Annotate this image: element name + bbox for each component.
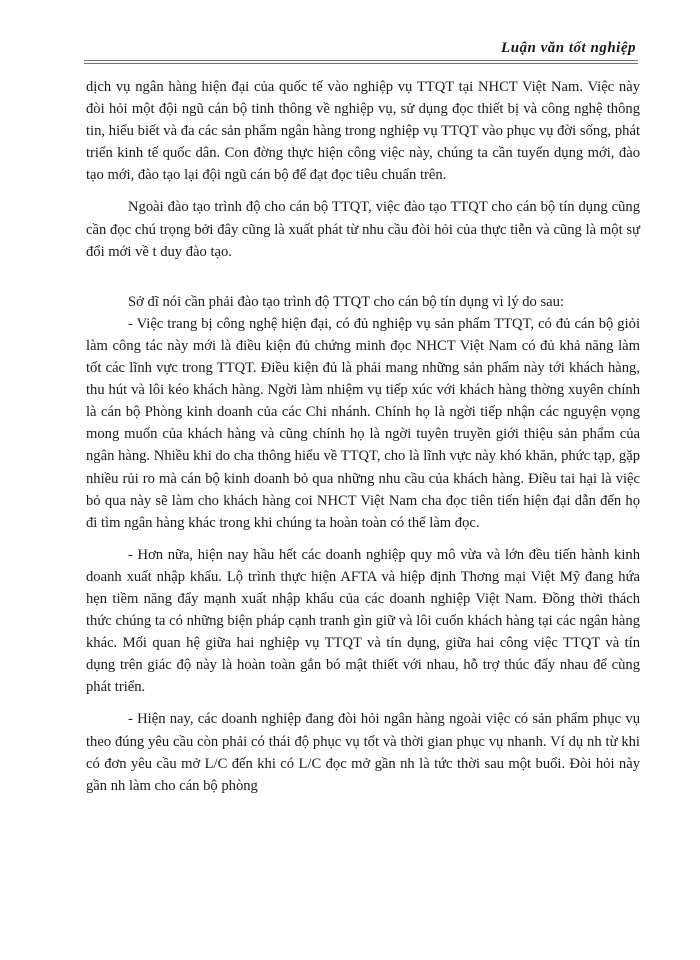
paragraph-training-credit-staff: Ngoài đào tạo trình độ cho cán bộ TTQT, việc đào tạo TTQT cho cán bộ tín dụng cũng cần đọc chú trọng bởi đây cũng là xuất phát từ nhu cầu đòi hỏi của thực tiễn và cũng là một sự đổi mới về t duy đào tạo. <box>86 199 640 260</box>
page-header <box>84 38 638 64</box>
paragraph-reason-technology: - Việc trang bị công nghệ hiện đại, có đủ nghiệp vụ sản phẩm TTQT, có đủ cán bộ giỏi làm công tác này mới là điều kiện đủ chứng minh đọc NHCT Việt Nam có đủ khả năng làm tốt các lĩnh vực trong TTQT. Điều kiện đủ là phải mang những sản phẩm này tới khách hàng, thu hút và lôi kéo khách hàng. Ngời làm nhiệm vụ tiếp xúc với khách hàng thờng xuyên chính là cán bộ Phòng kinh doanh của các Chi nhánh. Chính họ là ngời tiếp nhận các nguyện vọng mong muốn của khách hàng và cũng chính họ là ngời tuyên truyền giới thiệu sản phẩm của ngân hàng. Nhiều khi do cha thông hiểu về TTQT, cho là lĩnh vực này khó khăn, phức tạp, gặp nhiều rủi ro mà cán bộ kinh doanh bỏ qua những nhu cầu của khách hàng. Điều tai hại là việc bỏ qua này sẽ làm cho khách hàng coi NHCT Việt Nam cha đọc tiên tiến hiện đại dẫn đến họ đi tìm ngân hàng khác trong khi chúng ta hoàn toàn có thể làm đọc. <box>86 315 640 531</box>
header-title: Luận văn tốt nghiệp <box>501 40 636 56</box>
paragraph-reason-import-export: - Hơn nữa, hiện nay hầu hết các doanh nghiệp quy mô vừa và lớn đều tiến hành kinh doanh xuất nhập khẩu. Lộ trình thực hiện AFTA và hiệp định Thơng mại Việt Mỹ đang hứa hẹn tiềm năng đẩy mạnh xuất nhập khẩu của các doanh nghiệp Việt Nam. Đồng thời thách thức chúng ta có những biện pháp cạnh tranh gìn giữ và lôi cuốn khách hàng tại các ngân hàng khác. Mối quan hệ giữa hai nghiệp vụ TTQT và tín dụng, giữa hai công việc TTQT và tín dụng trên giác độ này là hoàn toàn gắn bó mật thiết với nhau, hỗ trợ thúc đẩy nhau để cùng phát triển. <box>86 546 640 696</box>
paragraph-reason-service-speed: - Hiện nay, các doanh nghiệp đang đòi hỏi ngân hàng ngoài việc có sản phẩm phục vụ theo đúng yêu cầu còn phải có thái độ phục vụ tốt và thời gian phục vụ nhanh. Ví dụ nh từ khi có đơn yêu cầu mở L/C đến khi có L/C đọc mở gần nh là tức thời sau một buổi. Đòi hỏi này gần nh làm cho cán bộ phòng <box>86 711 640 794</box>
document-body <box>86 76 640 797</box>
paragraph-reasons-intro: Sở dĩ nói cần phải đào tạo trình độ TTQT cho cán bộ tín dụng vì lý do sau: <box>128 293 565 310</box>
paragraph-continuation: dịch vụ ngân hàng hiện đại của quốc tế vào nghiệp vụ TTQT tại NHCT Việt Nam. Việc này đòi hỏi một đội ngũ cán bộ tinh thông về nghiệp vụ, sử dụng đọc thiết bị và công nghệ thông tin, hiểu biết và đa các sản phẩm ngân hàng trong nghiệp vụ TTQT vào phục vụ đời sống, phát triển kinh tế quốc dân. Con đờng thực hiện công việc này, chúng ta cần tuyển dụng mới, đào tạo mới, đào tạo lại đội ngũ cán bộ để đạt đọc tiêu chuẩn trên. <box>86 79 640 184</box>
